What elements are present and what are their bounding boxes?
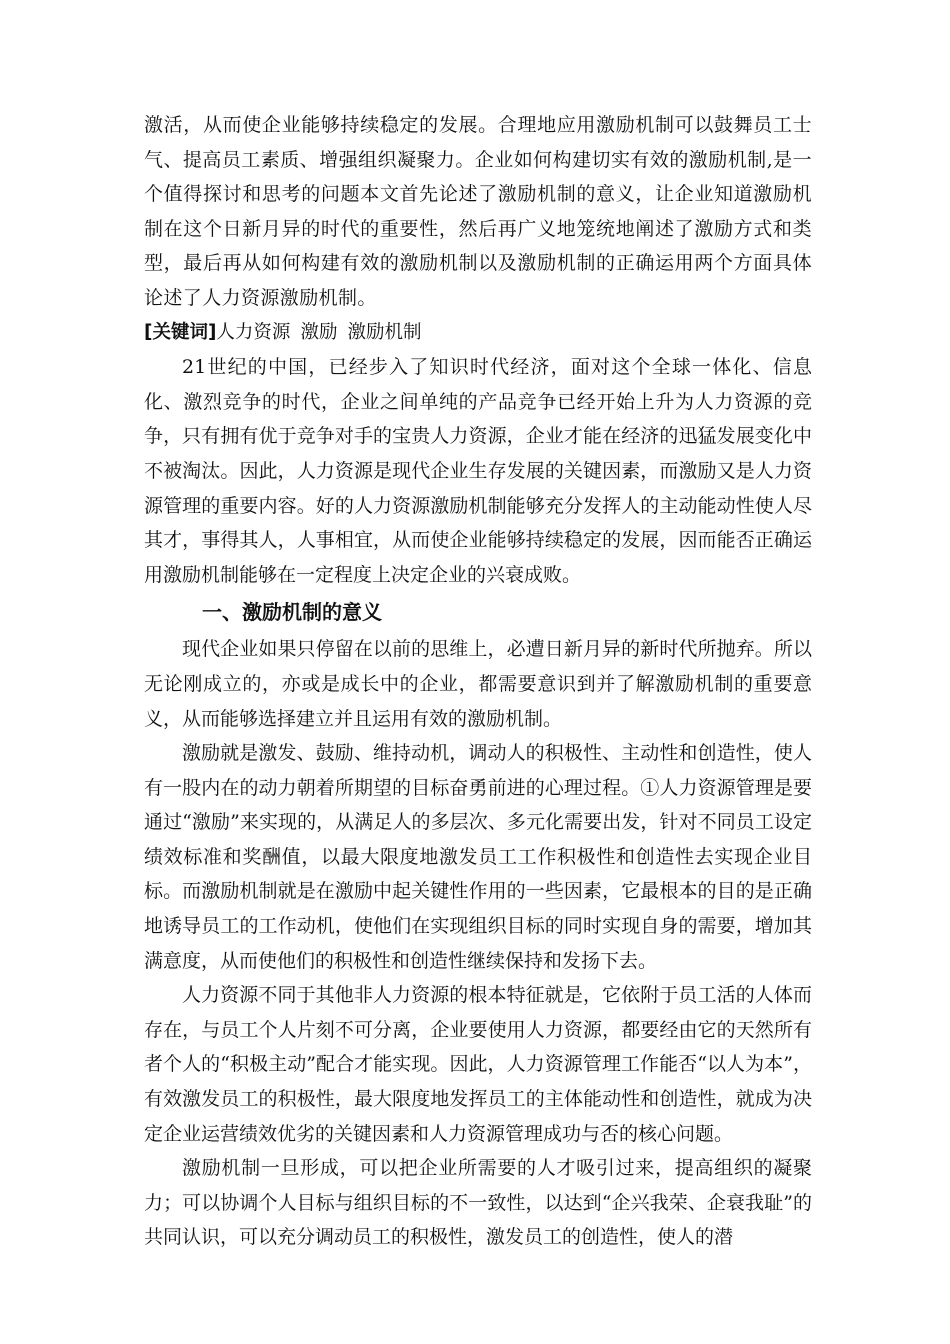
body-paragraph: 激励就是激发、鼓励、维持动机，调动人的积极性、主动性和创造性，使人有一股内在的动力朝着所期望的目标奋勇前进的心理过程。①人力资源管理是要通过“激励”来实现的，从满足人的多层次、多元化需要出发，针对不同员工设定绩效标准和奖酬值，以最大限度地激发员工工作积极性和创造性去实现企业目标。而激励机制就是在激励中起关键性作用的一些因素，它最根本的目的是正确地诱导员工的工作动机，使他们在实现组织目标的同时实现自身的需要，增加其满意度，从而使他们的积极性和创造性继续保持和发扬下去。 <box>144 742 812 972</box>
keywords-label: [关键词] <box>144 321 217 343</box>
keyword-term: 激励机制 <box>347 321 422 343</box>
body-paragraph: 激励机制一旦形成，可以把企业所需要的人才吸引过来，提高组织的凝聚力；可以协调个人目标与组织目标的不一致性，以达到“企兴我荣、企衰我耻”的共同认识，可以充分调动员工的积极性，激发员工的创造性，使人的潜 <box>144 1157 812 1249</box>
abstract-paragraph: 激活，从而使企业能够持续稳定的发展。合理地应用激励机制可以鼓舞员工士气、提高员工素质、增强组织凝聚力。企业如何构建切实有效的激励机制,是一个值得探讨和思考的问题本文首先论述了激励机制的意义，让企业知道激励机制在这个日新月异的时代的重要性，然后再广义地笼统地阐述了激励方式和类型，最后再从如何构建有效的激励机制以及激励机制的正确运用两个方面具体论述了人力资源激励机制。 <box>144 114 812 309</box>
keyword-term: 激励 <box>300 321 338 343</box>
section-heading: 一、激励机制的意义 <box>202 600 382 625</box>
intro-paragraph: 21世纪的中国，已经步入了知识时代经济，面对这个全球一体化、信息化、激烈竞争的时代，企业之间单纯的产品竞争已经开始上升为人力资源的竞争，只有拥有优于竞争对手的宝贵人力资源，企业才能在经济的迅猛发展变化中不被淘汰。因此，人力资源是现代企业生存发展的关键因素，而激励又是人力资源管理的重要内容。好的人力资源激励机制能够充分发挥人的主动能动性使人尽其才，事得其人，人事相宜，从而使企业能够持续稳定的发展，因而能否正确运用激励机制能够在一定程度上决定企业的兴衰成败。 <box>144 356 812 586</box>
keyword-term: 人力资源 <box>216 321 291 343</box>
document-page <box>144 108 812 1255</box>
body-paragraph: 人力资源不同于其他非人力资源的根本特征就是，它依附于员工活的人体而存在，与员工个人片刻不可分离，企业要使用人力资源，都要经由它的天然所有者个人的“积极主动”配合才能实现。因此，人力资源管理工作能否“以人为本”，有效激发员工的积极性，最大限度地发挥员工的主体能动性和创造性，就成为决定企业运营绩效优劣的关键因素和人力资源管理成功与否的核心问题。 <box>144 984 812 1145</box>
body-paragraph: 现代企业如果只停留在以前的思维上，必遭日新月异的新时代所抛弃。所以无论刚成立的，亦或是成长中的企业，都需要意识到并了解激励机制的重要意义，从而能够选择建立并且运用有效的激励机制。 <box>144 638 812 730</box>
keywords-line <box>144 316 812 351</box>
